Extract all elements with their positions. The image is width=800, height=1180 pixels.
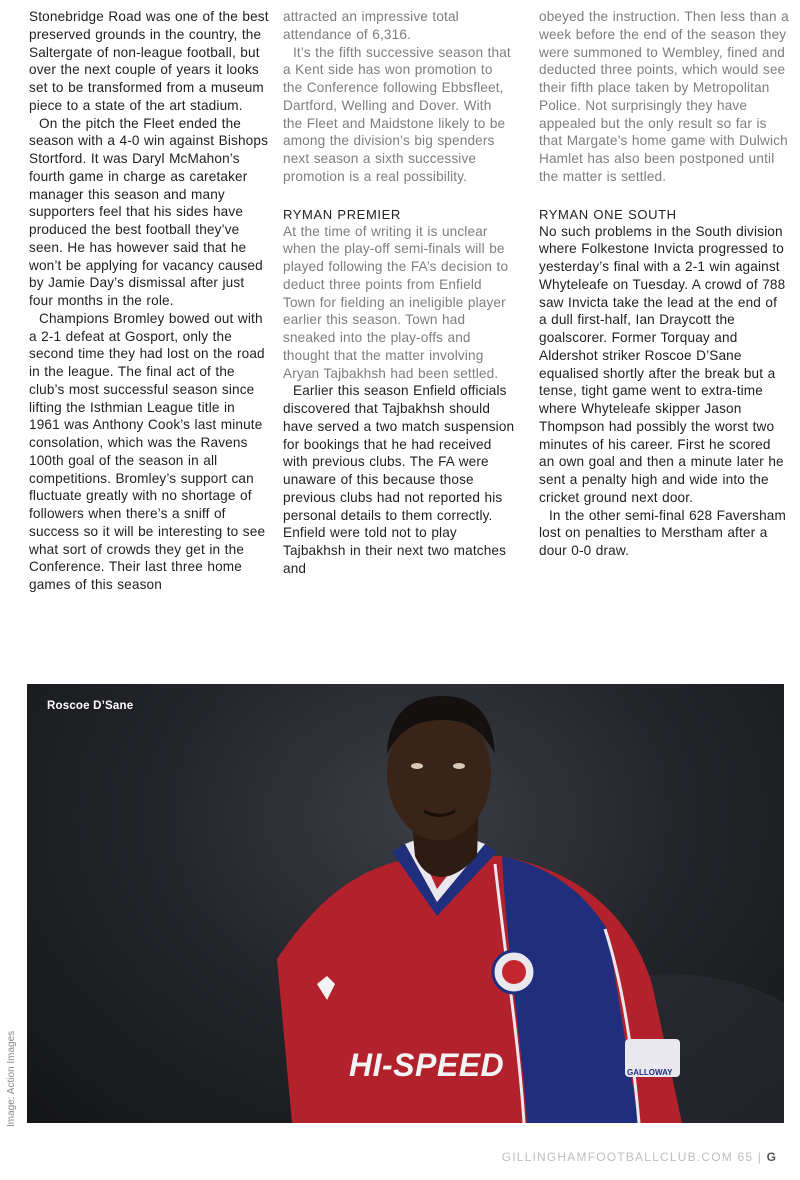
sleeve-sponsor-text: GALLOWAY: [627, 1068, 673, 1077]
section-heading-ryman-one-south: RYMAN ONE SOUTH: [539, 206, 677, 222]
photo-caption: Roscoe D’Sane: [47, 700, 134, 712]
paragraph: It’s the fifth successive season that a Kent side has won promotion to the Conference following Ebbsfleet, Dartford, Welling and Dover. With the Fleet and Maidstone likely to be among the division’s big spenders next season a sixth successive promotion is a real possibility.: [283, 44, 511, 184]
paragraph: obeyed the instruction. Then less than a week before the end of the season they were summoned to Wembley, fined and deducted three points, which would see their fifth place taken by Metropolitan Police. Not surprisingly they have appealed but the only result so far is that Margate’s home game with Dulwich Hamlet has also been postponed until the matter is settled.: [539, 9, 789, 184]
page-footer: [502, 1150, 776, 1164]
shirt-sponsor-text: HI-SPEED: [349, 1047, 505, 1083]
section-heading-ryman-premier: RYMAN PREMIER: [283, 206, 401, 222]
paragraph: [283, 223, 515, 383]
paragraph: No such problems in the South division where Folkestone Invicta progressed to yesterday’s final with a 2-1 win against Whyteleafe on Tuesday. A crowd of 788 saw Invicta take the lead at the end of a dull first-half, Ian Draycott the goalscorer. Former Torquay and Aldershot striker Roscoe D’Sane equalised shortly after the break but a tense, tight game went to extra-time where Whyteleafe skipper Jason Thompson had possibly the worst two minutes of his career. First he scored an own goal and then a minute later he sent a penalty high and wide into the cricket ground next door.: [539, 223, 786, 505]
photo-credit: Image: Action Images: [6, 1030, 17, 1127]
article-column-1: [29, 8, 269, 594]
footer-separator: |: [757, 1150, 763, 1164]
paragraph: attracted an impressive total attendance of 6,316.: [283, 9, 459, 42]
club-logo-icon: G: [766, 1150, 776, 1164]
paragraph: On the pitch the Fleet ended the season with a 4-0 win against Bishops Stortford. It was Daryl McMahon’s fourth game in charge as caretaker manager this season and many supporters feel that his sides have produced the best football they’ve seen. He has however said that he won’t be applying for vacancy caused by Jamie Day’s dismissal after just four months in the role.: [29, 115, 269, 308]
player-photo: [27, 684, 784, 1123]
page-number: 65: [737, 1150, 754, 1164]
paragraph: In the other semi-final 628 Faversham lost on penalties to Merstham after a dour 0-0 draw.: [539, 507, 786, 558]
article-column-2: [283, 8, 515, 578]
paragraph: Earlier this season Enfield officials discovered that Tajbakhsh should have served a two match suspension for bookings that he had received with previous clubs. The FA were unaware of this because those previous clubs had not reported his personal details to them correctly. Enfield were told not to play Tajbakhsh in their next two matches and: [283, 383, 515, 576]
article-column-3: [539, 8, 789, 560]
faded-text: At the time of writing it is unclear when the play-off semi-finals will be played following the FA’s decision to deduct three points from Enfield Town for fielding an ineligible player earlier this season. Town had sneaked into the play-offs and thought that the matter involving Aryan Tajbakhsh had been settled.: [283, 223, 509, 381]
paragraph: Champions Bromley bowed out with a 2-1 defeat at Gosport, only the second time they had lost on the road in the league. The final act of the club’s most successful season since lifting the Isthmian League title in 1961 was Anthony Cook’s last minute consolation, which was the Ravens 100th goal of the season in all competitions. Bromley’s support can fluctuate greatly with no shortage of followers when there’s a sniff of success so it will be interesting to see what sort of crowds they get in the Conference. Their last three home games of this season: [29, 310, 266, 592]
footer-site: GILLINGHAMFOOTBALLCLUB.COM: [501, 1150, 733, 1164]
paragraph: Stonebridge Road was one of the best preserved grounds in the country, the Saltergate of non-league football, but over the next couple of years it looks set to be transformed from a museum piece to a state of the art stadium.: [29, 9, 269, 113]
